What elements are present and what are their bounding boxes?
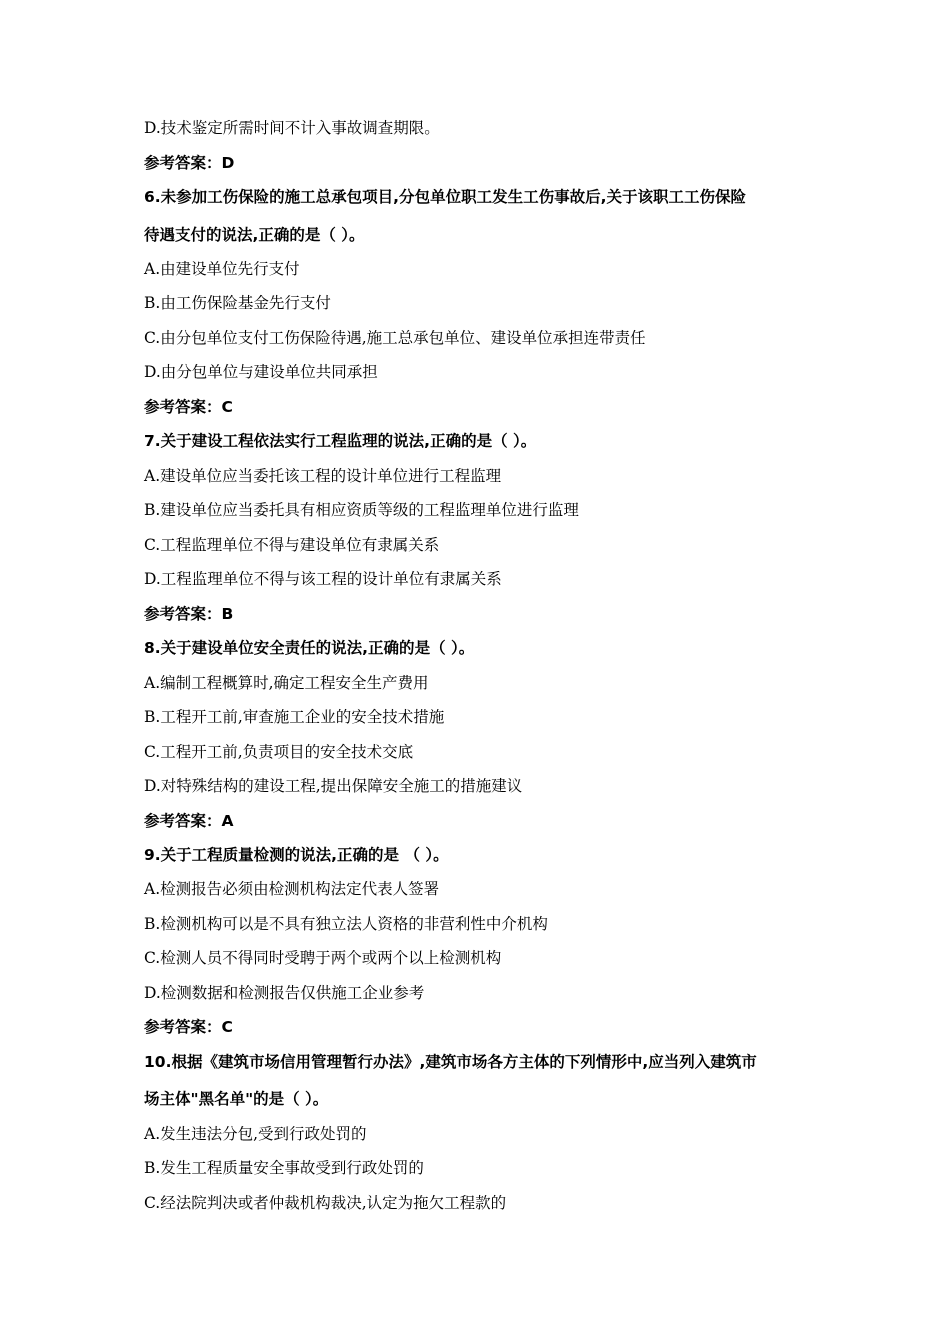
- option-c: C.经法院判决或者仲裁机构裁决,认定为拖欠工程款的: [144, 1194, 507, 1212]
- question-text: 场主体"黑名单"的是（ ）。: [144, 1090, 329, 1108]
- option-b: B.检测机构可以是不具有独立法人资格的非营利性中介机构: [144, 915, 548, 933]
- question-text: 6.未参加工伤保险的施工总承包项目,分包单位职工发生工伤事故后,关于该职工工伤保险: [144, 188, 746, 206]
- option-c: C.工程监理单位不得与建设单位有隶属关系: [144, 536, 440, 554]
- option-b: B.发生工程质量安全事故受到行政处罚的: [144, 1159, 424, 1177]
- reference-answer: 参考答案：D: [144, 154, 235, 172]
- question-text: 待遇支付的说法,正确的是（ ）。: [144, 226, 365, 244]
- option-a: A.编制工程概算时,确定工程安全生产费用: [144, 674, 429, 692]
- option-d: D.由分包单位与建设单位共同承担: [144, 363, 378, 381]
- option-c: C.由分包单位支付工伤保险待遇,施工总承包单位、建设单位承担连带责任: [144, 329, 646, 347]
- question-text: 8.关于建设单位安全责任的说法,正确的是（ ）。: [144, 639, 475, 657]
- question-text: 10.根据《建筑市场信用管理暂行办法》,建筑市场各方主体的下列情形中,应当列入建筑市: [144, 1053, 757, 1071]
- option-d: D.技术鉴定所需时间不计入事故调查期限。: [144, 119, 440, 137]
- reference-answer: 参考答案：C: [144, 1018, 233, 1036]
- option-a: A.建设单位应当委托该工程的设计单位进行工程监理: [144, 467, 502, 485]
- option-a: A.发生违法分包,受到行政处罚的: [144, 1125, 367, 1143]
- option-b: B.建设单位应当委托具有相应资质等级的工程监理单位进行监理: [144, 501, 579, 519]
- option-d: D.工程监理单位不得与该工程的设计单位有隶属关系: [144, 570, 502, 588]
- option-a: A.检测报告必须由检测机构法定代表人签署: [144, 880, 440, 898]
- reference-answer: 参考答案：B: [144, 605, 234, 623]
- reference-answer: 参考答案：A: [144, 812, 234, 830]
- question-text: 9.关于工程质量检测的说法,正确的是 （ ）。: [144, 846, 449, 864]
- option-c: C.工程开工前,负责项目的安全技术交底: [144, 743, 414, 761]
- option-a: A.由建设单位先行支付: [144, 260, 300, 278]
- option-d: D.检测数据和检测报告仅供施工企业参考: [144, 984, 425, 1002]
- question-text: 7.关于建设工程依法实行工程监理的说法,正确的是（ ）。: [144, 432, 537, 450]
- option-d: D.对特殊结构的建设工程,提出保障安全施工的措施建议: [144, 777, 523, 795]
- option-b: B.由工伤保险基金先行支付: [144, 294, 331, 312]
- reference-answer: 参考答案：C: [144, 398, 233, 416]
- option-b: B.工程开工前,审查施工企业的安全技术措施: [144, 708, 445, 726]
- option-c: C.检测人员不得同时受聘于两个或两个以上检测机构: [144, 949, 502, 967]
